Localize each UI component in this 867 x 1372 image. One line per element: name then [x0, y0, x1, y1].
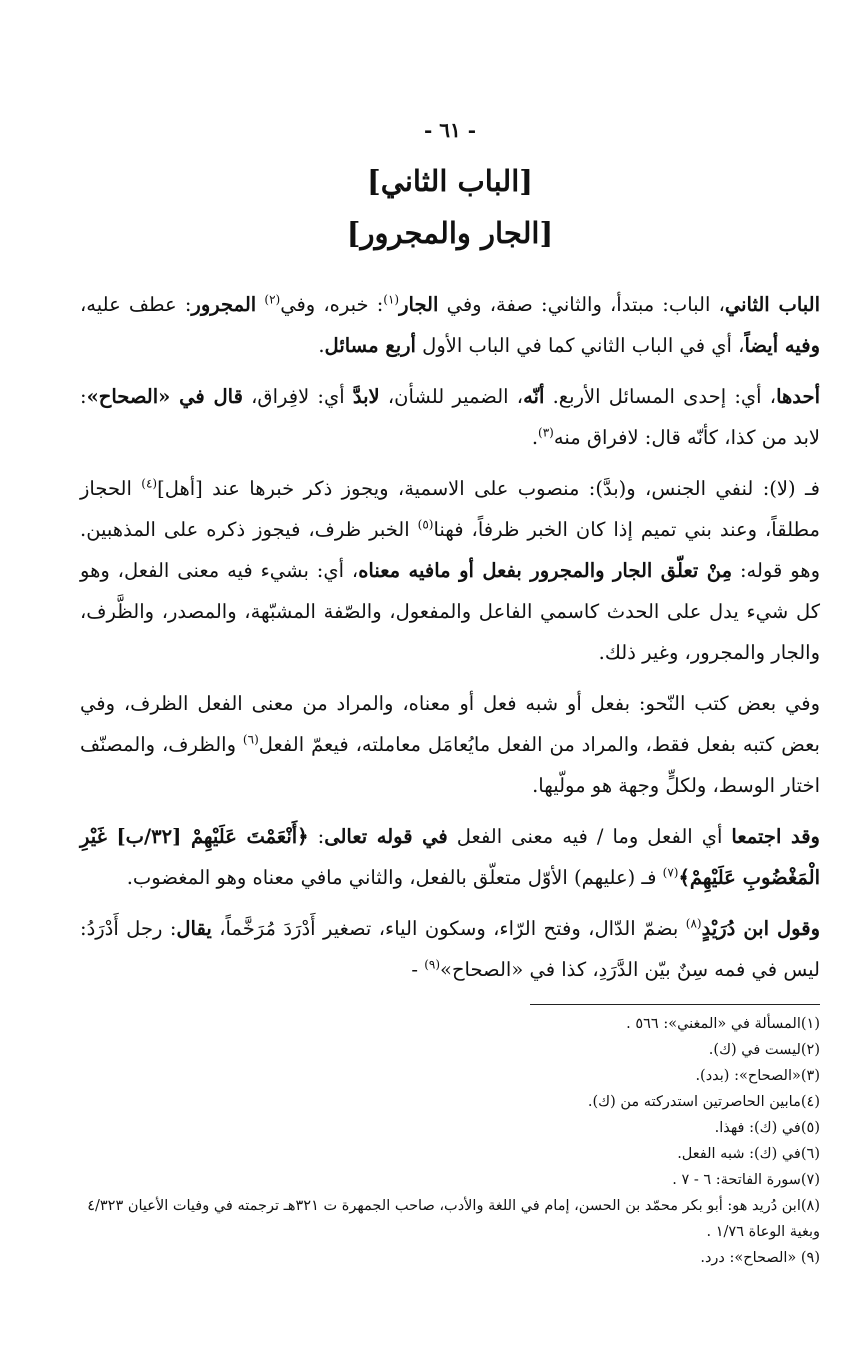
footnote-4: (٤)مابين الحاصرتين استدركته من (ك). — [587, 1094, 820, 1110]
text-run: الخبر ظرف، فيجوز ذكره على المذهبين. وهو قوله: — [80, 518, 820, 582]
footnote-9: (٩) «الصحاح»: درد. — [700, 1250, 820, 1266]
bold-text: لابدَّ — [352, 385, 380, 408]
text-run: وفي بعض كتب النّحو: بفعل أو شبه فعل أو معناه، والمراد من معنى الفعل الظرف، وفي بعض كتبه بفعل فقط، والمراد من الفعل مايُعامَل معاملته، فيعمّ الفعل — [80, 692, 820, 756]
footnote-ref: (٥) — [417, 517, 434, 532]
bold-text: أحدها — [776, 385, 820, 408]
bold-text: أربع مسائل — [324, 334, 416, 357]
footnote-6: (٦)في (ك): شبه الفعل. — [677, 1146, 820, 1162]
footnote-ref: (٣) — [538, 425, 554, 440]
bold-text: يقال — [176, 917, 212, 940]
text-run: بضمّ الدّال، وفتح الرّاء، وسكون الياء، تصغير أَدْرَدَ مُرَخَّماً، — [211, 917, 686, 940]
document-page — [80, 118, 820, 1271]
bold-text: وقول ابن دُرَيْدٍ — [701, 917, 820, 940]
footnote-divider — [530, 1004, 820, 1005]
text-run: ، الباب: مبتدأ، والثاني: صفة، وفي — [438, 293, 725, 316]
footnote-ref: (٩) — [424, 957, 441, 972]
bold-text: وفيه أيضاً — [744, 334, 820, 357]
text-run: ، أي في الباب الثاني كما في الباب الأول — [415, 334, 745, 357]
text-run: : عطف عليه، — [80, 293, 192, 316]
footnote-7: (٧)سورة الفاتحة: ٦ - ٧ . — [672, 1172, 820, 1188]
text-run: ، أي: إحدى المسائل الأربع. — [544, 385, 777, 408]
body-text — [80, 284, 820, 990]
subtitle-heading: [الجار والمجرور] — [346, 216, 554, 250]
bold-text: قال في «الصحاح» — [86, 385, 243, 408]
footnote-1: (١)المسألة في «المغني»: ٥٦٦ . — [626, 1016, 820, 1032]
text-run: فـ (عليهم) الأوّل متعلّق بالفعل، والثاني مافي معناه وهو المغضوب. — [126, 866, 663, 889]
bold-text: ﴿أَنْعَمْتَ عَلَيْهِمْ [٣٢/ب] غَيْرِ الْمَغْضُوبِ عَلَيْهِمْ﴾ — [80, 825, 820, 889]
footnote-5: (٥)في (ك): فهذا. — [714, 1120, 820, 1136]
paragraph-5 — [80, 816, 820, 898]
text-run: ، الضمير للشأن، — [379, 385, 524, 408]
footnote-8: (٨)ابن دُريد هو: أبو بكر محمّد بن الحسن، إمام في اللغة والأدب، صاحب الجمهرة ت ٣٢١هـ ترجمته في وفيات الأعيان ٤/٣٢٣ وبغية الوعاة ١/٧٦ . — [87, 1198, 820, 1240]
bold-text: وقد اجتمعا — [731, 825, 820, 848]
footnote-ref: (٧) — [662, 865, 679, 880]
text-run: فـ (لا): لنفي الجنس، و(بدَّ): منصوب على الاسمية، ويجوز ذكر خبرها عند [أهل] — [157, 477, 820, 500]
footnote-ref: (٤) — [141, 476, 158, 491]
text-run: : لابد من كذا، كأنّه قال: لافراق منه — [80, 385, 820, 449]
bold-text: مِنْ تعلّق الجار والمجرور بفعل أو مافيه معناه — [358, 559, 733, 582]
footnote-ref: (٢) — [264, 292, 281, 307]
footnote-2: (٢)ليست في (ك). — [708, 1042, 820, 1058]
text-run: : — [308, 825, 325, 848]
paragraph-3 — [80, 468, 820, 673]
bold-text: أنّه — [523, 385, 545, 408]
paragraph-6 — [80, 908, 820, 990]
bold-text: الجار — [399, 293, 439, 316]
bold-text: المجرور — [191, 293, 257, 316]
text-run: الحجاز مطلقاً، وعند بني تميم إذا كان الخبر ظرفاً، فهنا — [80, 477, 820, 541]
text-run: والظرف، والمصنّف اختار الوسط، ولكلٍّ وجهة هو مولّيها. — [80, 733, 820, 797]
text-run: : رجل أَدْرَدُ: ليس في فمه سِنٌ بيّن الدَّرَدِ، كذا في «الصحاح» — [80, 917, 820, 981]
chapter-heading: [الباب الثاني] — [366, 164, 534, 198]
footnote-3: (٣)«الصحاح»: (بدد). — [695, 1068, 820, 1084]
paragraph-4 — [80, 683, 820, 806]
bold-text: في قوله تعالى — [324, 825, 448, 848]
footnotes — [80, 1011, 820, 1271]
footnote-ref: (٦) — [242, 732, 259, 747]
text-run: ، أي: بشيء فيه معنى الفعل، وهو كل شيء يدل على الحدث كاسمي الفاعل والمفعول، والصّفة المشبّهة، والمصدر، والظَّرف، والجار والمجرور، وغير ذلك. — [80, 559, 820, 664]
bold-text: الباب الثاني — [724, 293, 820, 316]
footnote-ref: (١) — [383, 292, 400, 307]
text-run: أي: لافِراق، — [242, 385, 353, 408]
paragraph-2 — [80, 376, 820, 458]
text-run: . — [531, 426, 539, 449]
text-run: : خبره، وفي — [280, 293, 384, 316]
text-run: أي الفعل وما / فيه معنى الفعل — [447, 825, 732, 848]
text-run: - — [411, 958, 425, 981]
paragraph-1 — [80, 284, 820, 366]
text-run: . — [318, 334, 325, 357]
footnote-ref: (٨) — [685, 916, 702, 931]
page-number: - ٦١ - — [423, 118, 476, 142]
